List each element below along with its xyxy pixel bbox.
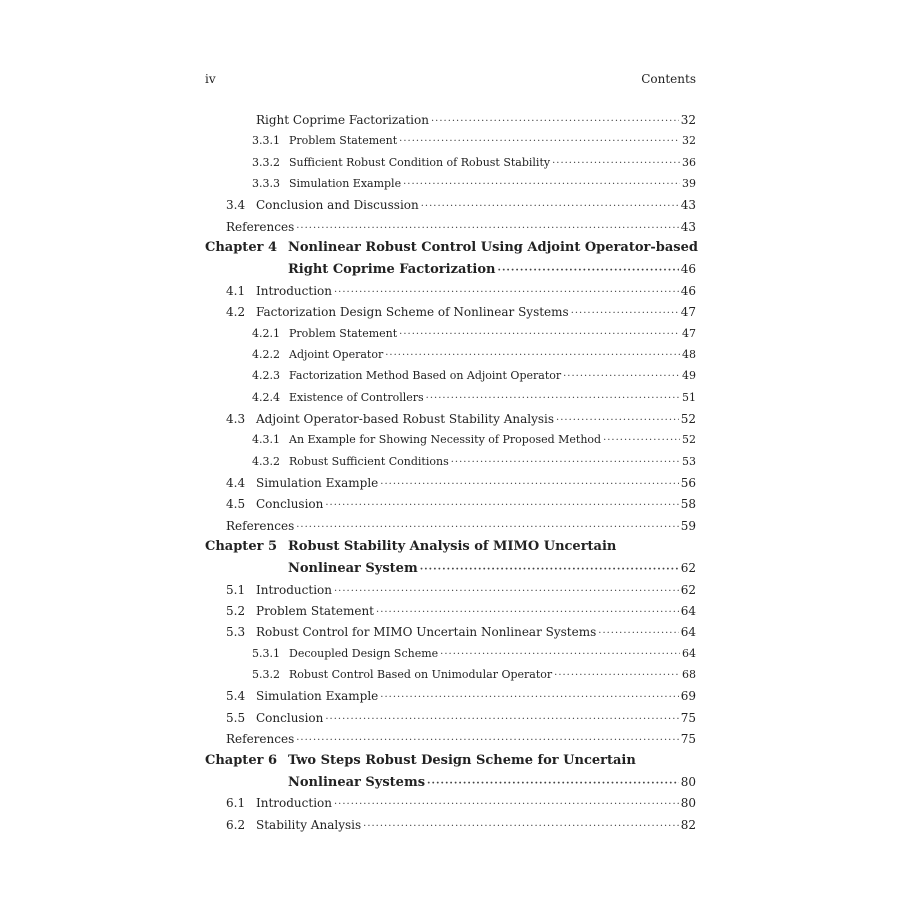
entry-title: Simulation Example <box>289 177 402 191</box>
toc-entry <box>0 153 900 173</box>
section-number: 4.5 <box>226 497 246 512</box>
dot-leader <box>451 453 680 473</box>
dot-leader <box>497 261 678 281</box>
toc-entry <box>0 516 900 536</box>
page-ref: 68 <box>682 668 696 682</box>
toc-entry <box>0 665 900 685</box>
section-number: 5.5 <box>226 710 246 725</box>
page-ref: 47 <box>680 305 696 320</box>
toc-entry <box>0 366 900 386</box>
entry-title: Factorization Method Based on Adjoint Operator <box>289 369 562 383</box>
toc-entry <box>0 217 900 237</box>
page-ref: 47 <box>682 326 696 340</box>
toc-entry <box>0 131 900 151</box>
section-number: 3.3.2 <box>252 155 280 169</box>
toc-entry <box>0 644 900 664</box>
entry-title: Stability Analysis <box>256 817 362 832</box>
toc-entry <box>0 772 900 792</box>
dot-leader <box>376 603 679 623</box>
page-ref: 59 <box>680 518 696 533</box>
entry-title: Decoupled Design Scheme <box>289 646 439 660</box>
entry-title: Factorization Design Scheme of Nonlinear Systems <box>256 305 569 320</box>
toc-entry <box>0 110 900 130</box>
dot-leader <box>399 132 680 152</box>
page-ref: 62 <box>680 582 696 597</box>
chapter-number: Chapter 4 <box>205 240 278 256</box>
section-number: 5.3.2 <box>252 668 280 682</box>
toc-entry <box>0 281 900 301</box>
section-number: 6.2 <box>226 817 246 832</box>
chapter-title: Nonlinear Robust Control Using Adjoint Operator-based <box>288 240 698 256</box>
entry-title: Problem Statement <box>289 326 398 340</box>
entry-title: Right Coprime Factorization <box>256 113 429 127</box>
section-number: 3.3.1 <box>252 134 280 148</box>
page-ref: 52 <box>680 411 696 426</box>
page-ref: 36 <box>682 155 696 169</box>
dot-leader <box>403 175 680 195</box>
entry-title: References <box>226 518 295 533</box>
page-ref: 46 <box>680 262 696 277</box>
entry-title: An Example for Showing Necessity of Proposed Method <box>289 433 602 447</box>
entry-title: Nonlinear Systems <box>288 774 426 790</box>
page-ref: 82 <box>680 817 696 832</box>
page-ref: 58 <box>680 497 696 512</box>
page-ref: 64 <box>682 646 696 660</box>
toc-entry <box>0 494 900 514</box>
chapter-number: Chapter 5 <box>205 539 278 554</box>
entry-title: Robust Sufficient Conditions <box>289 454 449 468</box>
dot-leader <box>556 411 679 431</box>
toc-entry <box>0 302 900 322</box>
toc-entry <box>0 708 900 728</box>
dot-leader <box>296 731 678 751</box>
dot-leader <box>334 283 679 303</box>
toc-entry <box>0 345 900 365</box>
page-ref: 80 <box>680 796 696 811</box>
page-ref: 80 <box>680 774 696 789</box>
entry-title: Adjoint Operator-based Robust Stability Analysis <box>256 411 555 426</box>
toc-entry <box>0 622 900 642</box>
entry-title: Introduction <box>256 582 332 597</box>
entry-title: References <box>226 732 295 747</box>
dot-leader <box>399 325 680 345</box>
dot-leader <box>563 367 680 387</box>
toc-entry <box>0 452 900 472</box>
page-ref: 62 <box>680 561 696 576</box>
section-number: 4.3.1 <box>252 433 280 447</box>
page-number: iv <box>205 72 216 86</box>
toc-entry <box>0 259 900 279</box>
section-number: 5.4 <box>226 689 246 704</box>
running-header: Contents <box>641 72 696 86</box>
toc-entry <box>0 558 900 578</box>
dot-leader <box>420 560 679 580</box>
section-number: 4.2.3 <box>252 369 280 383</box>
page-ref: 52 <box>682 433 696 447</box>
page-ref: 64 <box>680 625 696 640</box>
page-ref: 39 <box>682 177 696 191</box>
page-ref: 53 <box>682 454 696 468</box>
entry-title: Simulation Example <box>256 689 379 704</box>
entry-title: Robust Control Based on Unimodular Operator <box>289 668 553 682</box>
page-ref: 69 <box>680 689 696 704</box>
dot-leader <box>598 624 678 644</box>
toc-chapter-heading <box>0 537 900 557</box>
entry-title: Introduction <box>256 283 332 298</box>
section-number: 4.2.1 <box>252 326 280 340</box>
dot-leader <box>296 219 678 239</box>
section-number: 4.1 <box>226 283 246 298</box>
section-number: 5.2 <box>226 604 246 619</box>
dot-leader <box>426 389 680 409</box>
section-number: 4.4 <box>226 475 246 490</box>
toc-entry <box>0 388 900 408</box>
toc-chapter-heading <box>0 751 900 771</box>
entry-title: Robust Control for MIMO Uncertain Nonlinear Systems <box>256 625 597 640</box>
toc-entry <box>0 686 900 706</box>
chapter-title: Robust Stability Analysis of MIMO Uncertain <box>288 539 617 554</box>
toc-entry <box>0 729 900 749</box>
page-ref: 51 <box>682 390 696 404</box>
toc-entry <box>0 174 900 194</box>
toc-entry <box>0 815 900 835</box>
entry-title: References <box>226 219 295 234</box>
entry-title: Nonlinear System <box>288 561 418 577</box>
entry-title: Conclusion <box>256 497 324 512</box>
toc-entry <box>0 473 900 493</box>
section-number: 4.2.4 <box>252 390 280 404</box>
entry-title: Problem Statement <box>289 134 398 148</box>
entry-title: Existence of Controllers <box>289 390 424 404</box>
chapter-number: Chapter 6 <box>205 752 278 768</box>
section-number: 5.1 <box>226 582 246 597</box>
toc-entry <box>0 580 900 600</box>
toc-entry <box>0 793 900 813</box>
page-ref: 32 <box>682 134 696 148</box>
section-number: 4.3 <box>226 411 246 426</box>
toc-chapter-heading <box>0 238 900 258</box>
entry-title: Right Coprime Factorization <box>288 262 496 278</box>
section-number: 3.4 <box>226 198 246 213</box>
page-ref: 48 <box>682 347 696 361</box>
toc-entry <box>0 324 900 344</box>
page-ref: 49 <box>682 369 696 383</box>
dot-leader <box>571 304 679 324</box>
page-ref: 32 <box>680 113 696 127</box>
page-ref: 64 <box>680 604 696 619</box>
page-ref: 43 <box>680 219 696 234</box>
dot-leader <box>380 475 678 495</box>
entry-title: Sufficient Robust Condition of Robust Stability <box>289 155 551 169</box>
section-number: 5.3.1 <box>252 646 280 660</box>
dot-leader <box>603 431 680 451</box>
page-ref: 46 <box>680 283 696 298</box>
dot-leader <box>325 496 678 516</box>
entry-title: Introduction <box>256 796 332 811</box>
dot-leader <box>363 817 679 837</box>
toc-entry <box>0 601 900 621</box>
page-ref: 56 <box>680 475 696 490</box>
dot-leader <box>380 688 678 708</box>
section-number: 3.3.3 <box>252 177 280 191</box>
dot-leader <box>431 112 679 132</box>
dot-leader <box>427 774 679 794</box>
entry-title: Conclusion <box>256 710 324 725</box>
dot-leader <box>440 645 680 665</box>
page-ref: 43 <box>680 198 696 213</box>
entry-title: Adjoint Operator <box>289 347 384 361</box>
toc-entry <box>0 409 900 429</box>
dot-leader <box>554 666 680 686</box>
entry-title: Conclusion and Discussion <box>256 198 419 213</box>
section-number: 5.3 <box>226 625 246 640</box>
toc-entry <box>0 430 900 450</box>
dot-leader <box>334 795 679 815</box>
dot-leader <box>334 582 679 602</box>
entry-title: Problem Statement <box>256 604 375 619</box>
toc-entry <box>0 195 900 215</box>
dot-leader <box>552 154 680 174</box>
chapter-title: Two Steps Robust Design Scheme for Uncertain <box>288 752 636 768</box>
section-number: 4.2 <box>226 305 246 320</box>
dot-leader <box>385 346 680 366</box>
dot-leader <box>325 710 678 730</box>
entry-title: Simulation Example <box>256 475 379 490</box>
page-ref: 75 <box>680 710 696 725</box>
section-number: 4.2.2 <box>252 347 280 361</box>
dot-leader <box>296 518 678 538</box>
dot-leader <box>421 197 679 217</box>
page-ref: 75 <box>680 732 696 747</box>
section-number: 4.3.2 <box>252 454 280 468</box>
section-number: 6.1 <box>226 796 246 811</box>
